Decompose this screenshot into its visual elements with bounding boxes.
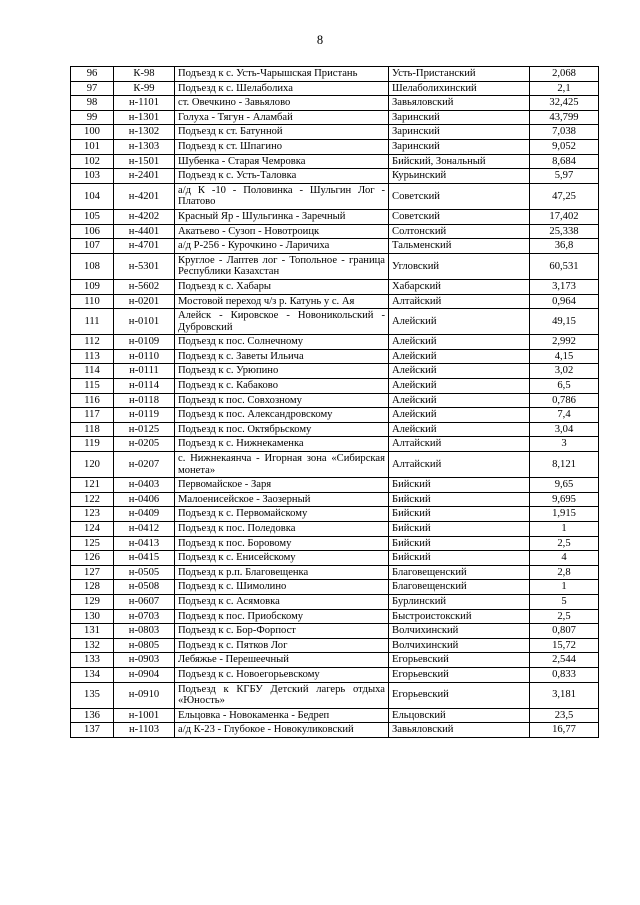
- road-length: 15,72: [530, 638, 599, 653]
- district-name: Бийский, Зональный: [389, 154, 530, 169]
- district-name: Благовещенский: [389, 565, 530, 580]
- table-row: [71, 408, 599, 423]
- road-name: Подъезд к с. Хабары: [175, 279, 389, 294]
- road-code: н-0910: [114, 682, 175, 708]
- table-row: [71, 522, 599, 537]
- district-name: Ельцовский: [389, 708, 530, 723]
- road-name: Подъезд к с. Шелаболиха: [175, 81, 389, 96]
- road-code: н-4401: [114, 224, 175, 239]
- row-number: 134: [71, 667, 114, 682]
- road-length: 2,8: [530, 565, 599, 580]
- row-number: 122: [71, 492, 114, 507]
- district-name: Шелаболихинский: [389, 81, 530, 96]
- road-length: 7,4: [530, 408, 599, 423]
- district-name: Быстроистокский: [389, 609, 530, 624]
- table-row: [71, 437, 599, 452]
- district-name: Угловский: [389, 253, 530, 279]
- district-name: Советский: [389, 209, 530, 224]
- road-name: Первомайское - Заря: [175, 478, 389, 493]
- road-code: К-99: [114, 81, 175, 96]
- road-name: Подъезд к с. Первомайскому: [175, 507, 389, 522]
- road-code: н-0207: [114, 452, 175, 478]
- table-row: [71, 239, 599, 254]
- row-number: 137: [71, 723, 114, 738]
- road-length: 1,915: [530, 507, 599, 522]
- row-number: 112: [71, 335, 114, 350]
- road-code: н-4201: [114, 183, 175, 209]
- road-length: 1: [530, 580, 599, 595]
- road-length: 3,173: [530, 279, 599, 294]
- district-name: Хабарский: [389, 279, 530, 294]
- road-name: Подъезд к с. Пятков Лог: [175, 638, 389, 653]
- road-code: н-1001: [114, 708, 175, 723]
- road-name: Шубенка - Старая Чемровка: [175, 154, 389, 169]
- road-length: 4: [530, 551, 599, 566]
- row-number: 136: [71, 708, 114, 723]
- road-length: 2,1: [530, 81, 599, 96]
- district-name: Алтайский: [389, 452, 530, 478]
- district-name: Егорьевский: [389, 682, 530, 708]
- table-row: [71, 294, 599, 309]
- road-code: н-1301: [114, 110, 175, 125]
- road-code: н-0110: [114, 349, 175, 364]
- road-name: Подъезд к с. Енисейскому: [175, 551, 389, 566]
- road-name: Подъезд к пос. Солнечному: [175, 335, 389, 350]
- district-name: Бийский: [389, 478, 530, 493]
- road-code: н-0111: [114, 364, 175, 379]
- road-length: 36,8: [530, 239, 599, 254]
- road-length: 43,799: [530, 110, 599, 125]
- district-name: Алейский: [389, 379, 530, 394]
- road-name: а/д Р-256 - Курочкино - Ларичиха: [175, 239, 389, 254]
- road-name: а/д К -10 - Половинка - Шульгин Лог - Платово: [175, 183, 389, 209]
- road-name: Круглое - Лаптев лог - Топольное - граница Республики Казахстан: [175, 253, 389, 279]
- road-code: н-1302: [114, 125, 175, 140]
- table-row: [71, 67, 599, 82]
- table-row: [71, 224, 599, 239]
- row-number: 107: [71, 239, 114, 254]
- row-number: 127: [71, 565, 114, 580]
- road-length: 7,038: [530, 125, 599, 140]
- road-code: н-0409: [114, 507, 175, 522]
- road-name: Подъезд к с. Усть-Таловка: [175, 169, 389, 184]
- district-name: Усть-Пристанский: [389, 67, 530, 82]
- table-row: [71, 125, 599, 140]
- table-row: [71, 393, 599, 408]
- row-number: 116: [71, 393, 114, 408]
- road-length: 49,15: [530, 309, 599, 335]
- district-name: Заринский: [389, 125, 530, 140]
- road-length: 23,5: [530, 708, 599, 723]
- road-length: 47,25: [530, 183, 599, 209]
- road-name: Малоенисейское - Заозерный: [175, 492, 389, 507]
- district-name: Бийский: [389, 536, 530, 551]
- road-code: н-0508: [114, 580, 175, 595]
- table-row: [71, 682, 599, 708]
- road-length: 2,992: [530, 335, 599, 350]
- road-length: 0,833: [530, 667, 599, 682]
- row-number: 103: [71, 169, 114, 184]
- road-name: Подъезд к пос. Поледовка: [175, 522, 389, 537]
- table-row: [71, 183, 599, 209]
- road-length: 2,544: [530, 653, 599, 668]
- road-length: 3,181: [530, 682, 599, 708]
- table-row: [71, 536, 599, 551]
- road-code: н-0119: [114, 408, 175, 423]
- road-code: н-0114: [114, 379, 175, 394]
- district-name: Бийский: [389, 492, 530, 507]
- road-length: 3: [530, 437, 599, 452]
- road-length: 0,807: [530, 624, 599, 639]
- row-number: 128: [71, 580, 114, 595]
- table-row: [71, 209, 599, 224]
- road-name: Подъезд к ст. Шпагино: [175, 139, 389, 154]
- table-row: [71, 507, 599, 522]
- road-length: 2,5: [530, 609, 599, 624]
- district-name: Бийский: [389, 507, 530, 522]
- table-row: [71, 478, 599, 493]
- district-name: Алтайский: [389, 294, 530, 309]
- road-length: 17,402: [530, 209, 599, 224]
- row-number: 97: [71, 81, 114, 96]
- road-name: с. Нижнекаянча - Игорная зона «Сибирская монета»: [175, 452, 389, 478]
- road-length: 4,15: [530, 349, 599, 364]
- row-number: 114: [71, 364, 114, 379]
- row-number: 110: [71, 294, 114, 309]
- table-row: [71, 309, 599, 335]
- road-name: Подъезд к с. Заветы Ильича: [175, 349, 389, 364]
- table-row: [71, 624, 599, 639]
- road-code: н-0403: [114, 478, 175, 493]
- road-length: 16,77: [530, 723, 599, 738]
- road-code: н-0109: [114, 335, 175, 350]
- row-number: 101: [71, 139, 114, 154]
- district-name: Егорьевский: [389, 667, 530, 682]
- row-number: 111: [71, 309, 114, 335]
- table-row: [71, 253, 599, 279]
- road-name: Подъезд к с. Асямовка: [175, 594, 389, 609]
- road-code: н-0607: [114, 594, 175, 609]
- district-name: Тальменский: [389, 239, 530, 254]
- row-number: 129: [71, 594, 114, 609]
- roads-table: [70, 66, 599, 738]
- road-code: н-0805: [114, 638, 175, 653]
- table-row: [71, 492, 599, 507]
- district-name: Бурлинский: [389, 594, 530, 609]
- table-row: [71, 139, 599, 154]
- road-length: 32,425: [530, 96, 599, 111]
- row-number: 124: [71, 522, 114, 537]
- district-name: Бийский: [389, 551, 530, 566]
- district-name: Благовещенский: [389, 580, 530, 595]
- road-length: 1: [530, 522, 599, 537]
- road-code: н-5602: [114, 279, 175, 294]
- table-row: [71, 110, 599, 125]
- row-number: 121: [71, 478, 114, 493]
- row-number: 102: [71, 154, 114, 169]
- table-row: [71, 551, 599, 566]
- road-code: н-2401: [114, 169, 175, 184]
- road-name: Подъезд к с. Урюпино: [175, 364, 389, 379]
- road-code: н-0505: [114, 565, 175, 580]
- road-name: Красный Яр - Шульгинка - Заречный: [175, 209, 389, 224]
- district-name: Егорьевский: [389, 653, 530, 668]
- row-number: 99: [71, 110, 114, 125]
- table-row: [71, 638, 599, 653]
- row-number: 106: [71, 224, 114, 239]
- road-length: 8,684: [530, 154, 599, 169]
- road-code: н-4701: [114, 239, 175, 254]
- district-name: Бийский: [389, 522, 530, 537]
- road-code: н-0125: [114, 422, 175, 437]
- row-number: 98: [71, 96, 114, 111]
- road-code: н-0803: [114, 624, 175, 639]
- road-code: н-1303: [114, 139, 175, 154]
- road-name: ст. Овечкино - Завьялово: [175, 96, 389, 111]
- table-row: [71, 609, 599, 624]
- road-length: 25,338: [530, 224, 599, 239]
- district-name: Алейский: [389, 393, 530, 408]
- road-name: Подъезд к с. Нижнекаменка: [175, 437, 389, 452]
- table-row: [71, 565, 599, 580]
- road-code: К-98: [114, 67, 175, 82]
- road-code: н-0406: [114, 492, 175, 507]
- road-name: а/д К-23 - Глубокое - Новокуликовский: [175, 723, 389, 738]
- road-code: н-0201: [114, 294, 175, 309]
- road-length: 2,5: [530, 536, 599, 551]
- table-row: [71, 279, 599, 294]
- row-number: 117: [71, 408, 114, 423]
- row-number: 133: [71, 653, 114, 668]
- district-name: Завьяловский: [389, 723, 530, 738]
- row-number: 118: [71, 422, 114, 437]
- row-number: 131: [71, 624, 114, 639]
- table-row: [71, 169, 599, 184]
- table-row: [71, 364, 599, 379]
- road-code: н-0101: [114, 309, 175, 335]
- district-name: Волчихинский: [389, 624, 530, 639]
- road-code: н-0703: [114, 609, 175, 624]
- road-code: н-1501: [114, 154, 175, 169]
- row-number: 123: [71, 507, 114, 522]
- district-name: Алейский: [389, 335, 530, 350]
- roads-table-body: [71, 67, 599, 738]
- road-code: н-0413: [114, 536, 175, 551]
- road-name: Подъезд к пос. Боровому: [175, 536, 389, 551]
- road-code: н-5301: [114, 253, 175, 279]
- road-name: Лебяжье - Перешеечный: [175, 653, 389, 668]
- table-row: [71, 379, 599, 394]
- road-length: 3,04: [530, 422, 599, 437]
- table-row: [71, 723, 599, 738]
- road-name: Голуха - Тягун - Аламбай: [175, 110, 389, 125]
- road-name: Подъезд к с. Новоегорьевскому: [175, 667, 389, 682]
- road-length: 5,97: [530, 169, 599, 184]
- row-number: 119: [71, 437, 114, 452]
- district-name: Солтонский: [389, 224, 530, 239]
- road-code: н-1103: [114, 723, 175, 738]
- district-name: Заринский: [389, 139, 530, 154]
- row-number: 108: [71, 253, 114, 279]
- district-name: Алтайский: [389, 437, 530, 452]
- row-number: 113: [71, 349, 114, 364]
- district-name: Волчихинский: [389, 638, 530, 653]
- table-row: [71, 154, 599, 169]
- road-name: Подъезд к ст. Батунной: [175, 125, 389, 140]
- road-name: Подъезд к с. Бор-Форпост: [175, 624, 389, 639]
- table-row: [71, 422, 599, 437]
- road-name: Подъезд к р.п. Благовещенка: [175, 565, 389, 580]
- row-number: 130: [71, 609, 114, 624]
- district-name: Советский: [389, 183, 530, 209]
- row-number: 115: [71, 379, 114, 394]
- district-name: Алейский: [389, 408, 530, 423]
- district-name: Алейский: [389, 309, 530, 335]
- road-name: Подъезд к с. Кабаково: [175, 379, 389, 394]
- table-row: [71, 452, 599, 478]
- table-row: [71, 653, 599, 668]
- row-number: 100: [71, 125, 114, 140]
- table-row: [71, 667, 599, 682]
- road-name: Мостовой переход ч/з р. Катунь у с. Ая: [175, 294, 389, 309]
- road-code: н-0412: [114, 522, 175, 537]
- road-name: Подъезд к с. Шимолино: [175, 580, 389, 595]
- road-length: 9,65: [530, 478, 599, 493]
- road-length: 9,695: [530, 492, 599, 507]
- row-number: 132: [71, 638, 114, 653]
- district-name: Алейский: [389, 422, 530, 437]
- table-row: [71, 96, 599, 111]
- road-name: Акатьево - Сузоп - Новотроицк: [175, 224, 389, 239]
- table-row: [71, 335, 599, 350]
- row-number: 105: [71, 209, 114, 224]
- road-name: Ельцовка - Новокаменка - Бедреп: [175, 708, 389, 723]
- district-name: Алейский: [389, 364, 530, 379]
- road-name: Подъезд к пос. Совхозному: [175, 393, 389, 408]
- row-number: 125: [71, 536, 114, 551]
- road-code: н-0904: [114, 667, 175, 682]
- road-code: н-1101: [114, 96, 175, 111]
- road-length: 5: [530, 594, 599, 609]
- road-length: 0,786: [530, 393, 599, 408]
- row-number: 126: [71, 551, 114, 566]
- road-name: Подъезд к пос. Октябрьскому: [175, 422, 389, 437]
- table-row: [71, 708, 599, 723]
- road-code: н-4202: [114, 209, 175, 224]
- district-name: Курьинский: [389, 169, 530, 184]
- row-number: 96: [71, 67, 114, 82]
- road-length: 60,531: [530, 253, 599, 279]
- road-length: 8,121: [530, 452, 599, 478]
- road-length: 3,02: [530, 364, 599, 379]
- road-code: н-0118: [114, 393, 175, 408]
- road-name: Алейск - Кировское - Новоникольский - Дубровский: [175, 309, 389, 335]
- road-length: 0,964: [530, 294, 599, 309]
- page-number: 8: [316, 33, 324, 47]
- road-code: н-0415: [114, 551, 175, 566]
- road-name: Подъезд к пос. Приобскому: [175, 609, 389, 624]
- table-row: [71, 594, 599, 609]
- row-number: 135: [71, 682, 114, 708]
- row-number: 104: [71, 183, 114, 209]
- district-name: Завьяловский: [389, 96, 530, 111]
- row-number: 120: [71, 452, 114, 478]
- district-name: Алейский: [389, 349, 530, 364]
- road-code: н-0903: [114, 653, 175, 668]
- row-number: 109: [71, 279, 114, 294]
- road-name: Подъезд к КГБУ Детский лагерь отдыха «Юность»: [175, 682, 389, 708]
- table-row: [71, 349, 599, 364]
- road-code: н-0205: [114, 437, 175, 452]
- district-name: Заринский: [389, 110, 530, 125]
- road-length: 9,052: [530, 139, 599, 154]
- road-name: Подъезд к пос. Александровскому: [175, 408, 389, 423]
- table-row: [71, 580, 599, 595]
- table-row: [71, 81, 599, 96]
- road-length: 2,068: [530, 67, 599, 82]
- road-name: Подъезд к с. Усть-Чарышская Пристань: [175, 67, 389, 82]
- road-length: 6,5: [530, 379, 599, 394]
